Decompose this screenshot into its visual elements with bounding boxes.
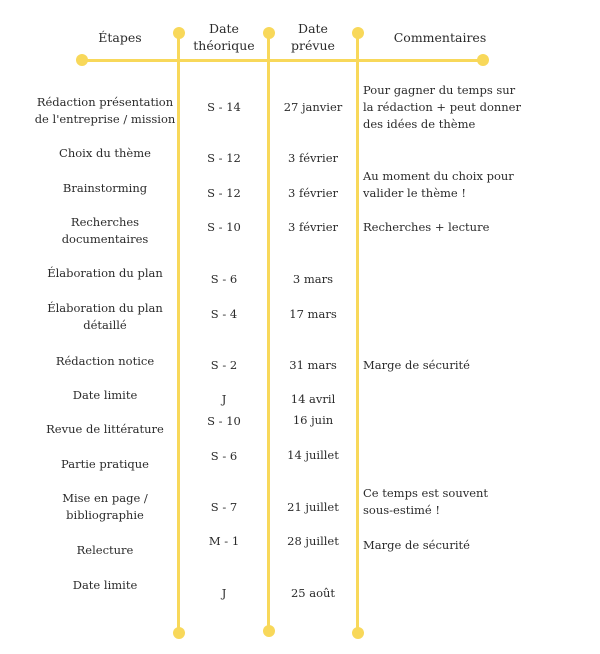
planned-date: 3 février	[287, 186, 338, 200]
theoretical-date: S - 14	[207, 100, 241, 114]
planned-date: 17 mars	[289, 307, 337, 321]
theoretical-date: M - 1	[208, 534, 240, 548]
dot-bottom-col3	[352, 627, 364, 639]
header-comments: Commentaires	[393, 30, 487, 45]
planned-date: 16 juin	[292, 413, 334, 427]
comment-text: valider le thème !	[363, 186, 466, 200]
comment-text: Marge de sécurité	[363, 538, 470, 552]
step-label: Brainstorming	[62, 181, 148, 195]
theoretical-date: S - 12	[207, 151, 241, 165]
comment-text: des idées de thème	[363, 117, 476, 131]
step-label: Élaboration du plan	[47, 266, 163, 280]
column-line-3	[356, 32, 359, 634]
step-label: Rédaction notice	[55, 354, 155, 368]
comment-text: Ce temps est souvent	[363, 486, 489, 500]
header-planned-date-line1: Date	[298, 21, 328, 36]
step-label: Recherches	[70, 215, 140, 229]
comment-text: Pour gagner du temps sur	[363, 83, 516, 97]
dot-line-left	[76, 54, 88, 66]
planned-date: 25 août	[290, 586, 336, 600]
header-steps: Étapes	[98, 30, 142, 45]
comment-text: Recherches + lecture	[363, 220, 490, 234]
dot-bottom-col1	[173, 627, 185, 639]
step-label: Choix du thème	[59, 146, 151, 160]
planned-date: 27 janvier	[283, 100, 343, 114]
header-theoretical-date-line2: théorique	[193, 38, 255, 53]
theoretical-date: S - 2	[210, 358, 238, 372]
comment-text: sous-estimé !	[363, 503, 441, 517]
step-label: de l'entreprise / mission	[34, 112, 176, 126]
step-label: détaillé	[83, 318, 127, 332]
step-label: Revue de littérature	[46, 422, 164, 436]
dot-bottom-col2	[263, 625, 275, 637]
step-label: bibliographie	[66, 508, 144, 522]
planned-date: 28 juillet	[287, 534, 339, 548]
comment-text: Marge de sécurité	[363, 358, 470, 372]
dot-line-right	[477, 54, 489, 66]
theoretical-date: J	[221, 586, 227, 600]
theoretical-date: S - 6	[210, 449, 238, 463]
comment-text: Au moment du choix pour	[363, 169, 514, 183]
theoretical-date: S - 4	[210, 307, 238, 321]
header-theoretical-date-line1: Date	[209, 21, 239, 36]
step-label: Rédaction présentation	[36, 95, 174, 109]
step-label: Date limite	[72, 578, 138, 592]
planned-date: 14 juillet	[287, 448, 339, 462]
theoretical-date: S - 6	[210, 272, 238, 286]
header-planned-date-line2: prévue	[291, 38, 335, 53]
theoretical-date: S - 7	[210, 500, 238, 514]
planned-date: 21 juillet	[287, 500, 339, 514]
step-label: Élaboration du plan	[47, 301, 163, 315]
theoretical-date: J	[221, 392, 227, 406]
theoretical-date: S - 10	[207, 414, 241, 428]
step-label: Mise en page /	[62, 491, 148, 505]
comment-text: la rédaction + peut donner	[363, 100, 521, 114]
header-divider-line	[80, 59, 484, 62]
planned-date: 3 mars	[292, 272, 334, 286]
planned-date: 3 février	[287, 151, 338, 165]
planned-date: 14 avril	[290, 392, 336, 406]
planned-date: 3 février	[287, 220, 338, 234]
theoretical-date: S - 12	[207, 186, 241, 200]
step-label: Date limite	[72, 388, 138, 402]
step-label: Relecture	[76, 543, 134, 557]
theoretical-date: S - 10	[207, 220, 241, 234]
step-label: documentaires	[61, 232, 149, 246]
step-label: Partie pratique	[61, 457, 149, 471]
planned-date: 31 mars	[289, 358, 337, 372]
